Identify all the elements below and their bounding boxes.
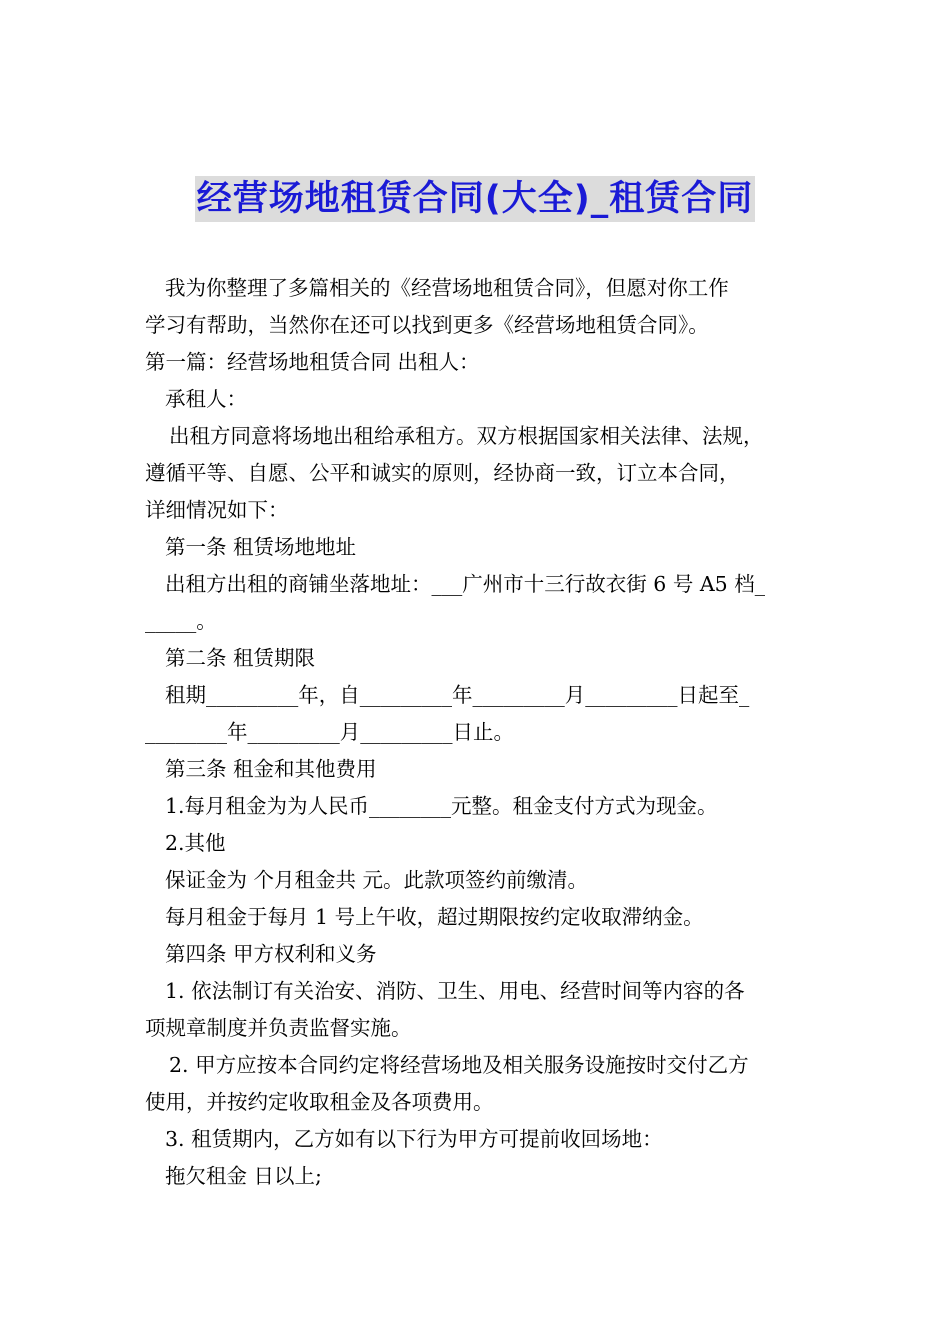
- document-title: 经营场地租赁合同(大全)_租赁合同: [195, 176, 756, 222]
- paragraph-line: 第一篇：经营场地租赁合同 出租人：: [145, 350, 480, 374]
- paragraph-line: 详细情况如下：: [145, 498, 289, 522]
- paragraph-line: 使用，并按约定收取租金及各项费用。: [145, 1090, 494, 1114]
- paragraph-line: 每月租金于每月 1 号上午收，超过期限按约定收取滞纳金。: [165, 905, 704, 929]
- paragraph-line: 承租人：: [165, 387, 247, 411]
- paragraph-line: ________年_________月_________日止。: [145, 720, 514, 744]
- paragraph-line: 出租方同意将场地出租给承租方。双方根据国家相关法律、法规，: [169, 424, 764, 448]
- paragraph-line: 第二条 租赁期限: [165, 646, 316, 670]
- paragraph-line: 保证金为 个月租金共 元。此款项签约前缴清。: [165, 868, 589, 892]
- paragraph-line: _____。: [145, 609, 217, 633]
- paragraph-line: 出租方出租的商铺坐落地址：___广州市十三行故衣街 6 号 A5 档_: [165, 572, 765, 596]
- title-container: [0, 176, 950, 222]
- paragraph-line: 拖欠租金 日以上;: [165, 1164, 322, 1188]
- paragraph-line: 第四条 甲方权利和义务: [165, 942, 377, 966]
- paragraph-line: 1. 依法制订有关治安、消防、卫生、用电、经营时间等内容的各: [165, 979, 745, 1003]
- paragraph-line: 租期_________年，自_________年_________月_________日起至_: [165, 683, 750, 707]
- paragraph-line: 遵循平等、自愿、公平和诚实的原则，经协商一致，订立本合同，: [145, 461, 740, 485]
- paragraph-line: 第三条 租金和其他费用: [165, 757, 377, 781]
- paragraph-line: 3. 租赁期内，乙方如有以下行为甲方可提前收回场地：: [165, 1127, 663, 1151]
- paragraph-line: 2. 甲方应按本合同约定将经营场地及相关服务设施按时交付乙方: [169, 1053, 749, 1077]
- paragraph-line: 我为你整理了多篇相关的《经营场地租赁合同》，但愿对你工作: [165, 276, 729, 300]
- paragraph-line: 第一条 租赁场地地址: [165, 535, 357, 559]
- paragraph-line: 2.其他: [165, 831, 226, 855]
- paragraph-line: 学习有帮助，当然你在还可以找到更多《经营场地租赁合同》。: [145, 313, 709, 337]
- paragraph-line: 项规章制度并负责监督实施。: [145, 1016, 412, 1040]
- document-body: [145, 270, 815, 1195]
- paragraph-line: 1.每月租金为为人民币________元整。租金支付方式为现金。: [165, 794, 718, 818]
